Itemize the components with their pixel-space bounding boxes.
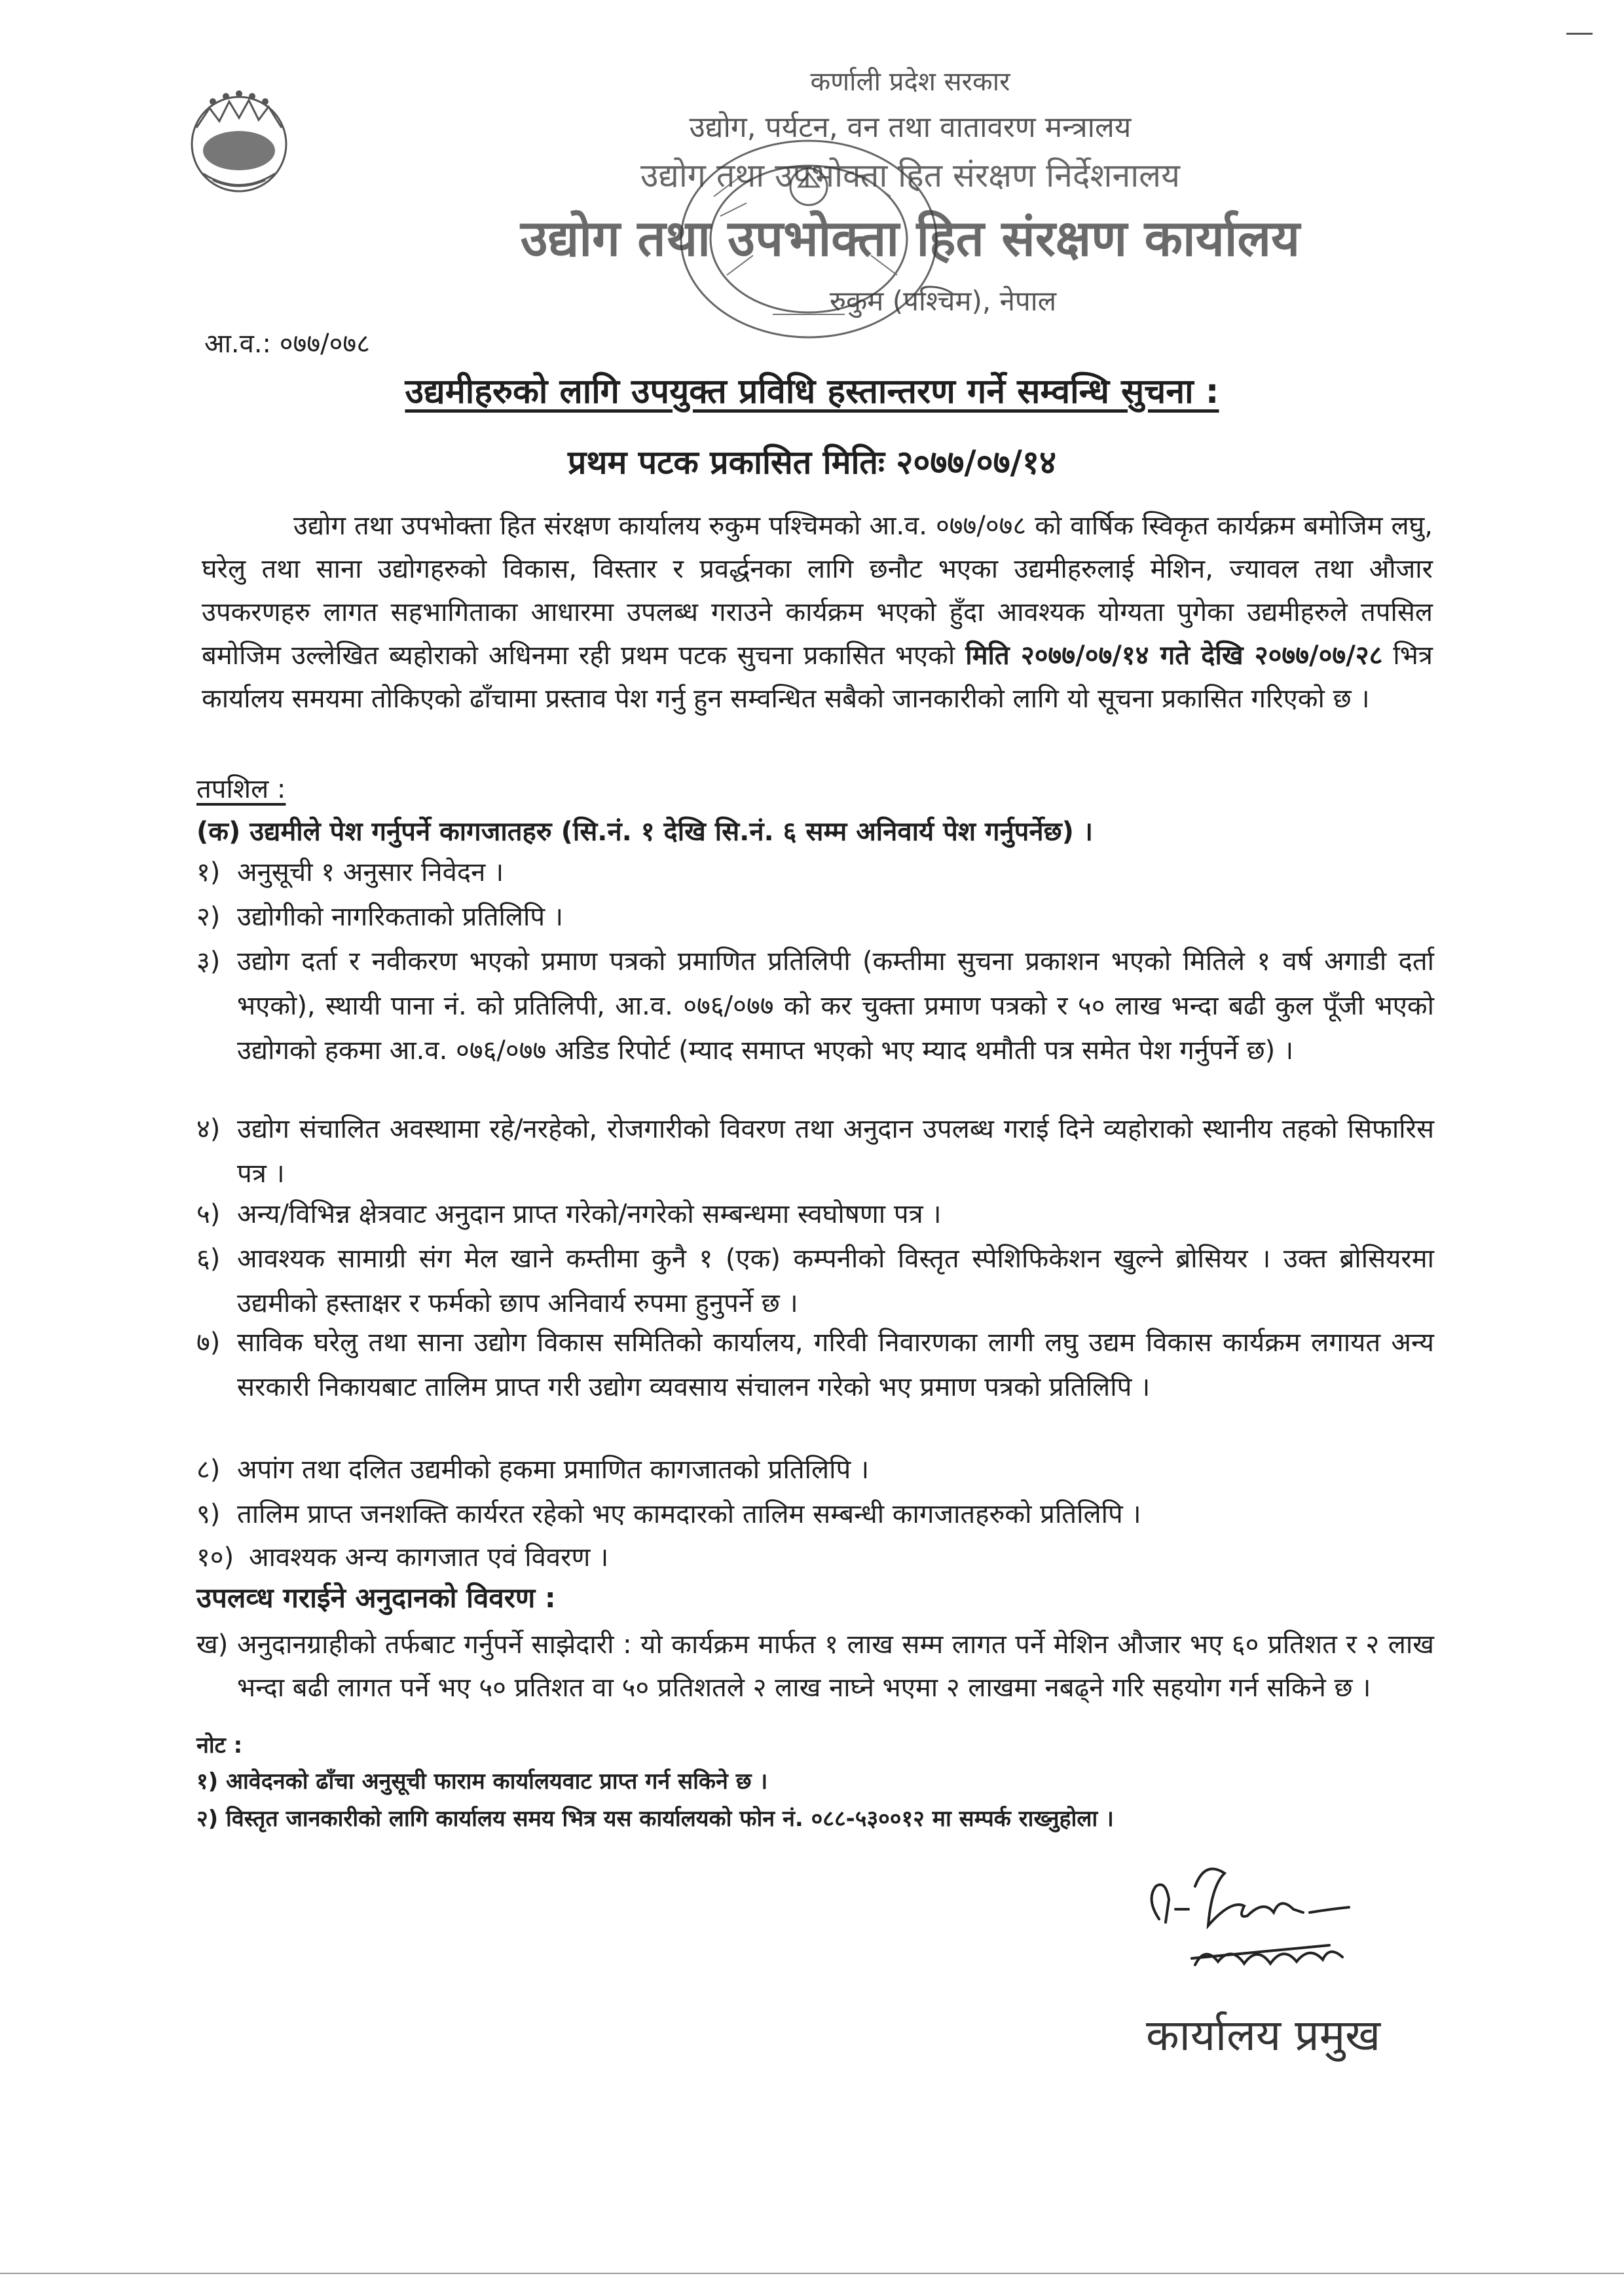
list-item-text: तालिम प्राप्त जनशक्ति कार्यरत रहेको भए कामदारको तालिम सम्बन्धी कागजातहरुको प्रतिलिपि । <box>237 1499 1141 1529</box>
grant-heading: उपलव्ध गराईने अनुदानको विवरण : <box>196 1582 556 1614</box>
note-item: १) आवेदनको ढाँचा अनुसूची फाराम कार्यालयवाट प्राप्त गर्न सकिने छ । <box>196 1768 768 1795</box>
list-item-text: आवश्यक सामाग्री संग मेल खाने कम्तीमा कुनै १ (एक) कम्पनीको विस्तृत स्पेशिफिकेशन खुल्ने ब्रोसियर । उक्त ब्रोसियरमा उद्यमीको हस्ताक्षर र फर्मको छाप अनिवार्य रुपमा हुनुपर्ने छ । <box>237 1244 1434 1318</box>
list-item-text: आवश्यक अन्य कागजात एवं विवरण । <box>249 1542 609 1573</box>
list-item-text: उद्योगीको नागरिकताको प्रतिलिपि । <box>237 902 563 932</box>
list-item <box>196 1535 1434 1580</box>
letterhead-government: कर्णाली प्रदेश सरकार <box>810 67 1010 97</box>
list-item-text: उद्योग दर्ता र नवीकरण भएको प्रमाण पत्रको प्रमाणित प्रतिलिपी (कम्तीमा सुचना प्रकाशन भएको मितिले १ वर्ष अगाडी दर्ता भएको), स्थायी पाना नं. को प्रतिलिपी, आ.व. ०७६/०७७ को कर चुक्ता प्रमाण पत्रको र ५० लाख भन्दा बढी कुल पूँजी भएको उद्योगको हकमा आ.व. ०७६/०७७ अडिड रिपोर्ट (म्याद समाप्त भएको भए म्याद थमौती पत्र समेत पेश गर्नुपर्ने छ) । <box>237 946 1434 1066</box>
fiscal-year: आ.व.: ०७७/०७८ <box>204 329 371 359</box>
note-item: २) विस्तृत जानकारीको लागि कार्यालय समय भित्र यस कार्यालयको फोन नं. ०८८-५३००१२ मा सम्पर्क राख्नुहोला । <box>196 1806 1114 1832</box>
list-item-number: ६) <box>196 1244 221 1274</box>
grant-item-text: अनुदानग्राहीको तर्फबाट गर्नुपर्ने साझेदारी : यो कार्यक्रम मार्फत १ लाख सम्म लागत पर्ने मेशिन औजार भए ६० प्रतिशत र २ लाख भन्दा बढी लागत पर्ने भए ५० प्रतिशत वा ५० प्रतिशतले २ लाख नाघ्ने भएमा २ लाखमा नबढ्ने गरि सहयोग गर्न सकिने छ । <box>237 1630 1434 1703</box>
signatory-title: कार्यालय प्रमुख <box>1146 2010 1381 2061</box>
office-seal-stamp <box>668 124 950 354</box>
list-item-text: अपांग तथा दलित उद्यमीको हकमा प्रमाणित कागजातको प्रतिलिपि । <box>237 1455 870 1485</box>
intro-text-after: भित्र कार्यालय समयमा तोकिएको ढाँचामा प्रस्ताव पेश गर्नु हुन सम्वन्धित सबैको जानकारीको लागि यो सूचना प्रकासित गरिएको छ । <box>202 641 1433 714</box>
list-item <box>196 939 1434 1073</box>
list-item-text: साविक घरेलु तथा साना उद्योग विकास समितिको कार्यालय, गरिवी निवारणका लागी लघु उद्यम विकास कार्यक्रम लगायत अन्य सरकारी निकायबाट तालिम प्राप्त गरी उद्योग व्यवसाय संचालन गरेको भए प्रमाण पत्रको प्रतिलिपि । <box>237 1328 1434 1402</box>
list-item-number: ४) <box>196 1114 221 1144</box>
list-item <box>196 850 1434 895</box>
notice-title: उद्यमीहरुको लागि उपयुक्त प्रविधि हस्तान्तरण गर्ने सम्वन्धि सुचना : <box>405 372 1219 411</box>
letterhead-ministry: उद्योग, पर्यटन, वन तथा वातावरण मन्त्रालय <box>689 111 1132 144</box>
publish-date: प्रथम पटक प्रकासित मितिः २०७७/०७/१४ <box>568 443 1056 481</box>
list-item-number: ८) <box>196 1455 221 1485</box>
letterhead-directorate: उद्योग तथा उपभोक्ता हित संरक्षण निर्देशनालय <box>640 157 1181 195</box>
list-item-number: १०) <box>196 1542 234 1573</box>
page-bottom-rule <box>0 2273 1624 2274</box>
list-item-number: ७) <box>196 1328 221 1358</box>
list-item <box>196 1492 1434 1537</box>
list-item-number: ९) <box>196 1499 221 1529</box>
list-item-text: उद्योग संचालित अवस्थामा रहे/नरहेको, रोजगारीको विवरण तथा अनुदान उपलब्ध गराई दिने व्यहोराको स्थानीय तहको सिफारिस पत्र । <box>237 1114 1434 1189</box>
grant-item-number: ख) <box>196 1630 229 1660</box>
intro-paragraph <box>202 504 1433 720</box>
intro-date-range: मिति २०७७/०७/१४ गते देखि २०७७/०७/२८ <box>965 641 1383 671</box>
list-item <box>196 895 1434 939</box>
list-item-number: ५) <box>196 1199 221 1229</box>
scan-edge-mark <box>1566 33 1593 35</box>
tapsil-label: तपशिल : <box>196 774 286 804</box>
list-item-number: ३) <box>196 946 221 977</box>
list-item-text: अनुसूची १ अनुसार निवेदन । <box>237 857 504 887</box>
list-item-number: २) <box>196 902 221 932</box>
note-label: नोट : <box>196 1732 243 1759</box>
grant-item <box>196 1623 1434 1709</box>
letterhead-office: उद्योग तथा उपभोक्ता हित संरक्षण कार्यालय <box>520 209 1301 267</box>
letterhead-location: रुकुम (पश्चिम), नेपाल <box>829 285 1057 317</box>
intro-text-before: उद्योग तथा उपभोक्ता हित संरक्षण कार्यालय रुकुम पश्चिमको आ.व. ०७७/०७८ को वार्षिक स्विकृत कार्यक्रम बमोजिम लघु, घरेलु तथा साना उद्योगहरुको विकास, विस्तार र प्रवर्द्धनका लागि छनौट भएका उद्यमीहरुलाई मेशिन, ज्यावल तथा औजार उपकरणहरु लागत सहभागिताका आधारमा उपलब्ध गराउने कार्यक्रम भएको हुँदा आवश्यक योग्यता पुगेका उद्यमीहरुले तपसिल बमोजिम उल्लेखित ब्यहोराको अधिनमा रही प्रथम पटक सुचना प्रकासित भएको <box>202 511 1433 671</box>
list-item <box>196 1447 1434 1492</box>
documents-heading: (क) उद्यमीले पेश गर्नुपर्ने कागजातहरु (सि.नं. १ देखि सि.नं. ६ सम्म अनिवार्य पेश गर्नुपर्नेछ) । <box>196 817 1093 847</box>
list-item <box>196 1320 1434 1409</box>
list-item <box>196 1192 1434 1237</box>
list-item <box>196 1237 1434 1326</box>
list-item-number: १) <box>196 857 221 887</box>
handwritten-signature <box>1133 1847 1408 2011</box>
list-item-text: अन्य/विभिन्न क्षेत्रवाट अनुदान प्राप्त गरेको/नगरेको सम्बन्धमा स्वघोषणा पत्र । <box>237 1199 942 1229</box>
list-item <box>196 1107 1434 1196</box>
